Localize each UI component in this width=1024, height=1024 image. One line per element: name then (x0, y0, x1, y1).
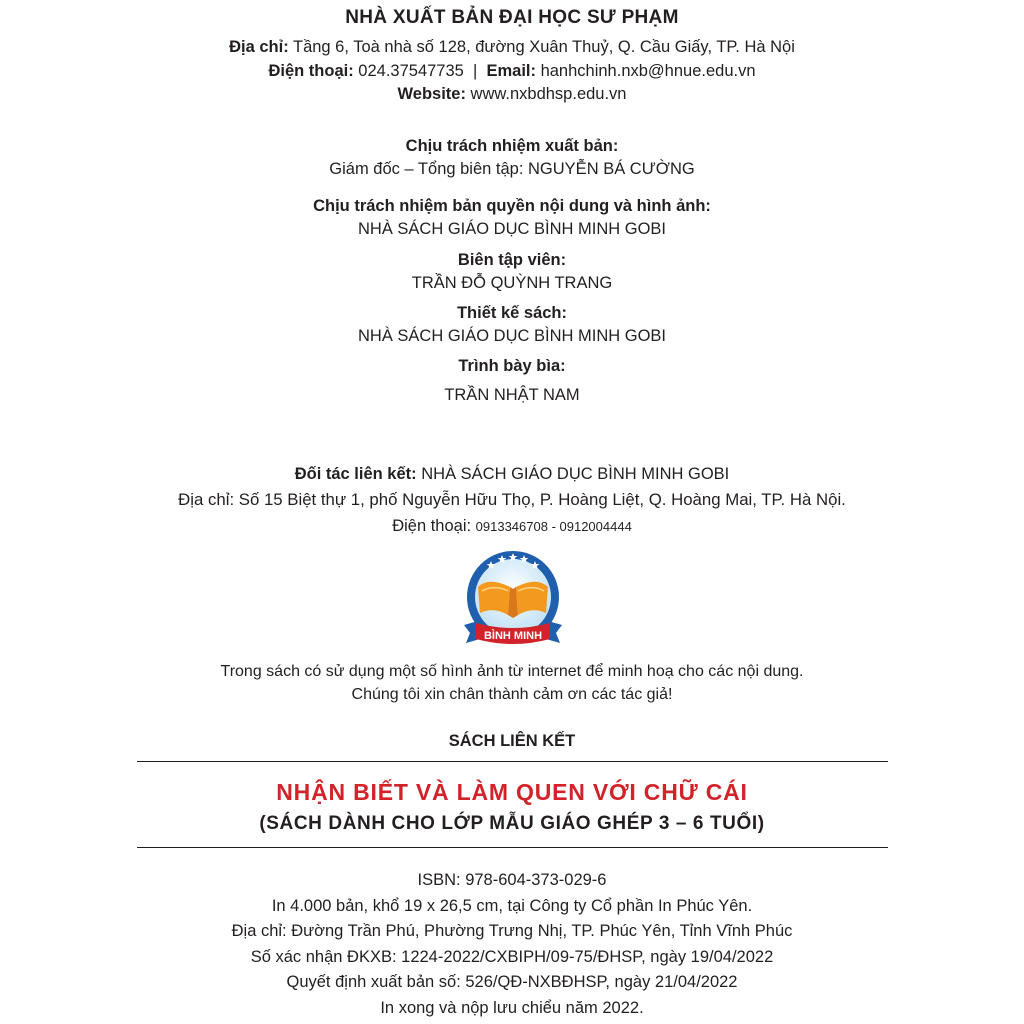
publisher-address-label: Địa chỉ: (229, 38, 289, 56)
publisher-email-label: Email: (486, 62, 536, 80)
publisher-website-value: www.nxbdhsp.edu.vn (465, 85, 627, 103)
partner-address: Địa chỉ: Số 15 Biệt thự 1, phố Nguyễn Hữu Thọ, P. Hoàng Liệt, Q. Hoàng Mai, TP. Hà Nội. (178, 490, 846, 509)
publisher-address (0, 36, 1024, 58)
colophon-isbn: ISBN: 978-604-373-029-6 (417, 871, 607, 889)
thanks-line-2: Chúng tôi xin chân thành cảm ơn các tác giả! (351, 686, 673, 703)
publisher-address-value: Tầng 6, Toà nhà số 128, đường Xuân Thuỷ, Q. Cầu Giấy, TP. Hà Nội (288, 38, 795, 56)
credit-label-copyright: Chịu trách nhiệm bản quyền nội dung và hình ảnh: (313, 197, 711, 215)
contact-separator: | (463, 62, 487, 80)
logo-text: BÌNH MINH (483, 630, 543, 642)
partner-label: Đối tác liên kết: (294, 465, 417, 483)
credit-label-publishing: Chịu trách nhiệm xuất bản: (405, 137, 619, 155)
credit-value-cover: TRẦN NHẬT NAM (444, 386, 580, 404)
credit-label-cover: Trình bày bìa: (458, 357, 566, 375)
publisher-website-label: Website: (397, 85, 466, 103)
credit-value-publishing: Giám đốc – Tổng biên tập: NGUYỄN BÁ CƯỜNG (329, 160, 695, 178)
colophon-printer-address: Địa chỉ: Đường Trần Phú, Phường Trưng Nhị, TP. Phúc Yên, Tỉnh Vĩnh Phúc (231, 922, 793, 940)
colophon-deposit: In xong và nộp lưu chiểu năm 2022. (380, 999, 644, 1017)
credit-value-editor: TRẦN ĐỖ QUỲNH TRANG (411, 274, 613, 292)
partner-value: NHÀ SÁCH GIÁO DỤC BÌNH MINH GOBI (416, 465, 730, 483)
credit-label-design: Thiết kế sách: (456, 304, 568, 322)
publisher-phone-value: 024.37547735 (353, 62, 464, 80)
partner-phone-label: Điện thoại: (392, 517, 476, 535)
partner-phone-value: 0913346708 - 0912004444 (475, 519, 632, 534)
partner-phone (0, 515, 1024, 538)
credit-label-editor: Biên tập viên: (457, 251, 567, 269)
publisher-name: NHÀ XUẤT BẢN ĐẠI HỌC SƯ PHẠM (345, 7, 679, 28)
divider-top (137, 761, 888, 762)
series-label: SÁCH LIÊN KẾT (448, 732, 576, 750)
colophon-registration: Số xác nhận ĐKXB: 1224-2022/CXBIPH/09-75/ĐHSP, ngày 19/04/2022 (250, 948, 774, 966)
publisher-email-value: hanhchinh.nxb@hnue.edu.vn (536, 62, 756, 80)
binh-minh-logo (458, 547, 568, 659)
thanks-line-1: Trong sách có sử dụng một số hình ảnh từ internet để minh hoạ cho các nội dung. (220, 663, 804, 680)
publisher-website (0, 83, 1024, 105)
credit-value-copyright: NHÀ SÁCH GIÁO DỤC BÌNH MINH GOBI (357, 220, 667, 238)
partner-line (0, 463, 1024, 485)
publisher-contact (0, 60, 1024, 82)
colophon-decision: Quyết định xuất bản số: 526/QĐ-NXBĐHSP, ngày 21/04/2022 (286, 973, 738, 991)
book-subtitle: (SÁCH DÀNH CHO LỚP MẪU GIÁO GHÉP 3 – 6 TUỔI) (259, 813, 765, 834)
colophon-print-run: In 4.000 bản, khổ 19 x 26,5 cm, tại Công ty Cổ phần In Phúc Yên. (271, 897, 753, 915)
publisher-phone-label: Điện thoại: (268, 62, 354, 80)
book-title: NHẬN BIẾT VÀ LÀM QUEN VỚI CHỮ CÁI (276, 779, 748, 805)
credit-value-design: NHÀ SÁCH GIÁO DỤC BÌNH MINH GOBI (357, 327, 667, 345)
divider-bottom (137, 847, 888, 848)
